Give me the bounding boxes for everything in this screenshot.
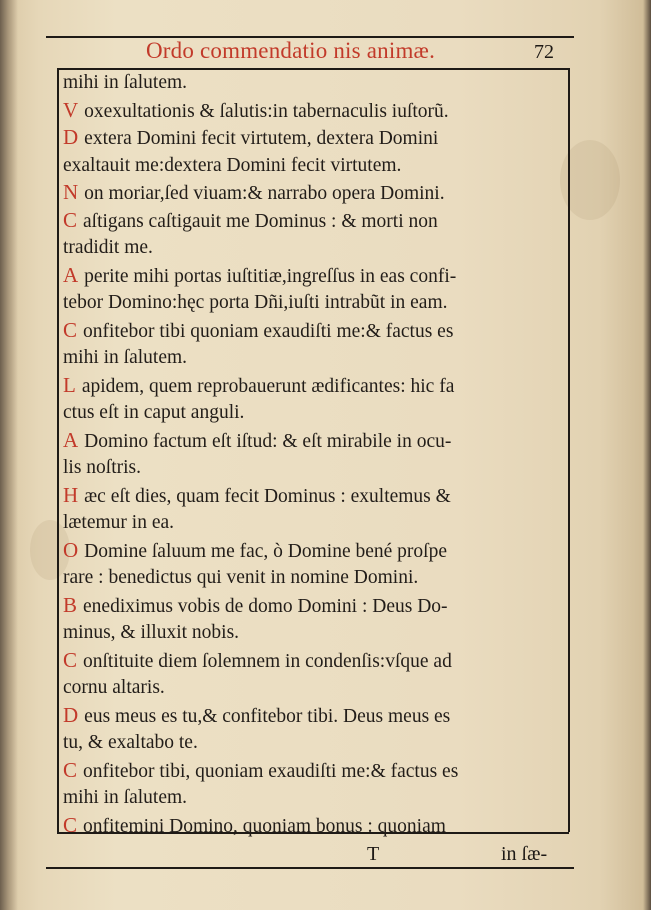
rubricated-initial: C: [63, 317, 78, 342]
text-line: [63, 234, 566, 262]
rubricated-initial: C: [63, 207, 78, 232]
rubricated-initial: L: [63, 372, 76, 397]
page-edge: [643, 0, 651, 910]
signature-mark: T: [367, 843, 380, 865]
line-text: Domino factum eſt iſtud: & eſt mirabile in ocu-: [84, 430, 452, 452]
text-line: [63, 372, 566, 400]
line-text: rare : benedictus qui venit in nomine Domini.: [63, 567, 419, 588]
text-line: [63, 207, 566, 235]
line-text: on moriar,ſed viuam:& narrabo opera Domini.: [84, 183, 445, 204]
line-text: eus meus es tu,& confitebor tibi. Deus meus es: [84, 705, 451, 727]
line-text: onfitebor tibi quoniam exaudiſti me:& factus es: [83, 320, 454, 342]
frame-rule-left: [57, 68, 59, 832]
text-line: [63, 454, 566, 482]
rubricated-initial: D: [63, 125, 79, 149]
line-text: mihi in ſalutem.: [63, 347, 188, 368]
text-line: [63, 482, 566, 510]
catchword: in ſæ-: [501, 843, 548, 865]
text-line: [63, 592, 566, 620]
line-text: lætemur in ea.: [63, 512, 175, 533]
line-text: onſtituite diem ſolemnem in condenſis:vſque ad: [83, 650, 452, 672]
text-line: [63, 564, 566, 592]
text-line: [63, 344, 566, 372]
text-line: [63, 69, 566, 97]
frame-rule-bottom-outer: [46, 867, 574, 869]
rubricated-initial: B: [63, 592, 78, 617]
text-line: [63, 289, 566, 317]
text-line: [63, 152, 566, 180]
rubricated-initial: H: [63, 482, 79, 507]
line-text: aſtigans caſtigauit me Dominus : & morti non: [83, 210, 438, 232]
gutter-shadow: [0, 0, 18, 910]
line-text: exaltauit me:dextera Domini fecit virtutem.: [63, 154, 402, 176]
line-text: enediximus vobis de domo Domini : Deus Do-: [83, 595, 448, 617]
line-text: extera Domini fecit virtutem, dextera Domini: [84, 128, 439, 149]
rubricated-initial: D: [63, 702, 79, 727]
line-text: ctus eſt in caput anguli.: [63, 402, 245, 423]
line-text: æc eſt dies, quam fecit Dominus : exultemus &: [84, 485, 451, 507]
text-line: [63, 262, 566, 290]
text-line: [63, 702, 566, 730]
text-line: [63, 784, 566, 812]
line-text: tradidit me.: [63, 237, 153, 258]
line-text: mihi in ſalutem.: [63, 787, 188, 808]
rubricated-initial: A: [63, 427, 79, 452]
line-text: apidem, quem reprobauerunt ædificantes: hic fa: [81, 375, 455, 397]
text-line: [63, 674, 566, 702]
text-line: [63, 647, 566, 675]
line-text: mihi in ſalutem.: [63, 72, 188, 93]
line-text: lis noſtris.: [63, 457, 142, 478]
line-text: Domine ſaluum me fac, ò Domine bené proſpe: [84, 540, 447, 562]
line-text: tebor Domino:hęc porta Dñi,iuſti intrabũt in eam.: [63, 292, 448, 313]
line-text: oxexultationis & ſalutis:in tabernaculis iuſtorũ.: [84, 100, 449, 122]
text-line: [63, 97, 566, 125]
frame-rule-right: [568, 68, 570, 832]
page-number: 72: [534, 41, 554, 63]
text-line: [63, 729, 566, 757]
text-line: [63, 317, 566, 345]
line-text: tu, & exaltabo te.: [63, 732, 198, 753]
rubricated-initial: O: [63, 537, 79, 562]
body-text: [63, 69, 566, 839]
rubricated-initial: N: [63, 180, 79, 204]
text-line: [63, 812, 566, 840]
line-text: cornu altaris.: [63, 677, 165, 698]
text-line: [63, 427, 566, 455]
rubricated-initial: V: [63, 97, 79, 122]
rubricated-initial: C: [63, 647, 78, 672]
rubricated-initial: C: [63, 812, 78, 837]
running-head-title: Ordo commendatio nis animæ.: [146, 38, 436, 63]
text-line: [63, 757, 566, 785]
text-line: [63, 537, 566, 565]
line-text: perite mihi portas iuſtitiæ,ingreſſus in eas confi-: [84, 265, 457, 287]
text-line: [63, 399, 566, 427]
rubricated-initial: A: [63, 262, 79, 287]
line-text: onfitemini Domino, quoniam bonus : quoniam: [83, 815, 446, 837]
text-line: [63, 619, 566, 647]
text-line: [63, 179, 566, 207]
rubricated-initial: C: [63, 757, 78, 782]
text-line: [63, 509, 566, 537]
line-text: onfitebor tibi, quoniam exaudiſti me:& factus es: [83, 760, 459, 782]
text-line: [63, 124, 566, 152]
line-text: minus, & illuxit nobis.: [63, 622, 240, 643]
